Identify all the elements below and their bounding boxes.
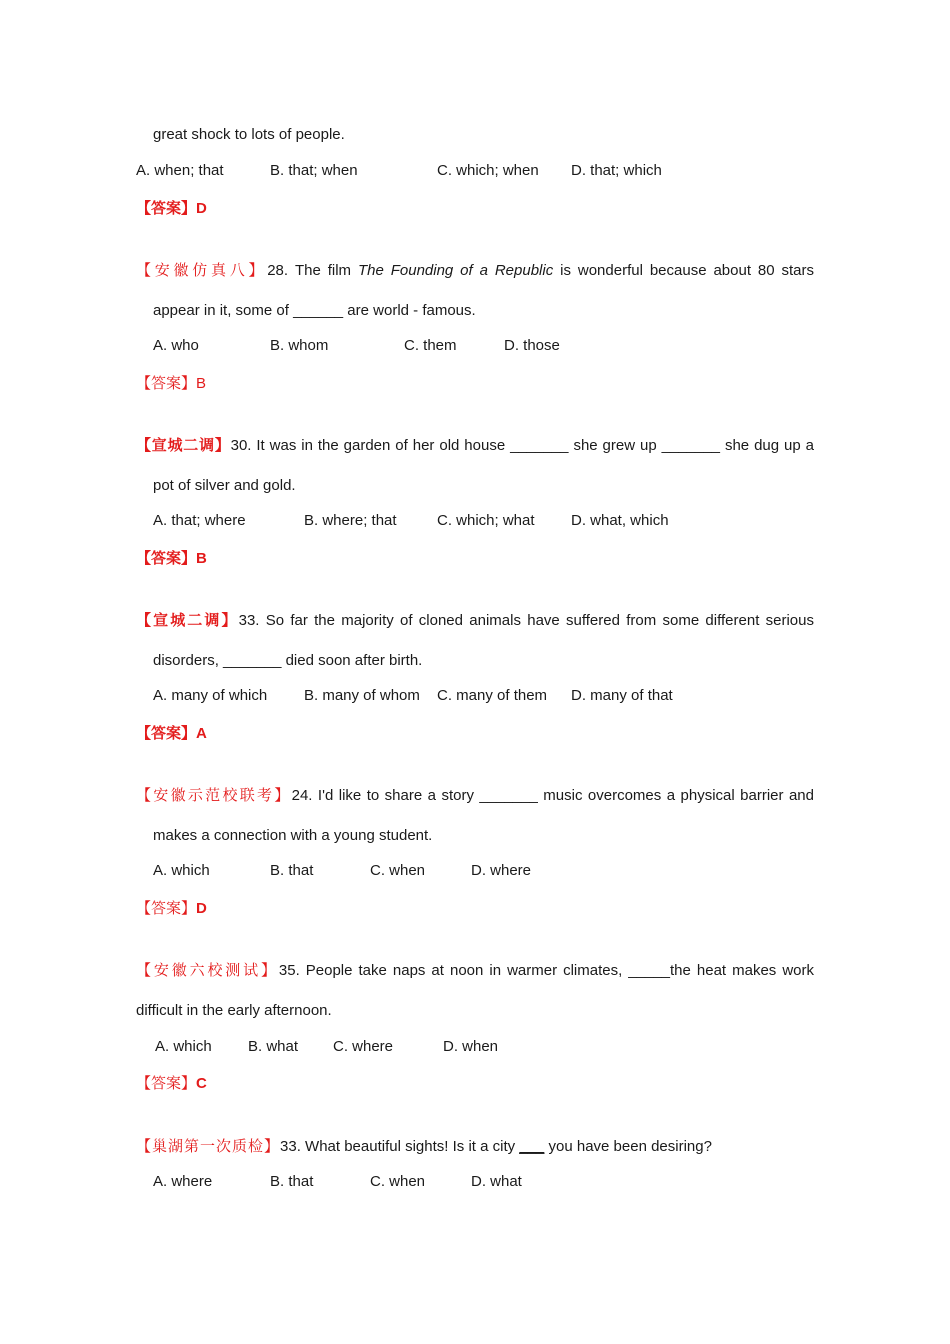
option-b: B. that	[270, 862, 314, 879]
option-a: A. who	[153, 337, 199, 354]
option-b: B. many of whom	[304, 687, 420, 704]
option-d: D. what	[471, 1173, 522, 1190]
question-source: 【安徽示范校联考】	[136, 786, 292, 804]
answer-label: 【答案】	[136, 1074, 197, 1092]
answer-value: D	[196, 900, 207, 917]
answer-line	[136, 198, 207, 219]
question-text: 【巢湖第一次质检】33. What beautiful sights! Is it a city ___ you have been desiring?	[136, 1137, 712, 1155]
answer-value: A	[196, 725, 207, 742]
answer-value: C	[196, 1075, 207, 1092]
answer-line	[136, 723, 207, 744]
option-d: D. many of that	[571, 687, 673, 704]
question-line: appear in it, some of ______ are world - famous.	[153, 302, 476, 319]
question-text: 【安徽六校测试】35. People take naps at noon in warmer climates, _____the heat makes work	[136, 961, 814, 979]
answer-value: B	[196, 550, 207, 567]
option-b: B. that; when	[270, 162, 358, 179]
answer-label: 【答案】	[136, 899, 197, 917]
answer-label: 【答案】	[136, 374, 197, 392]
option-b: B. what	[248, 1038, 299, 1055]
answer-value: D	[196, 200, 207, 217]
option-d: D. when	[443, 1038, 499, 1055]
question-line: great shock to lots of people.	[153, 126, 345, 143]
option-a: A. where	[153, 1173, 213, 1190]
option-c: C. many of them	[437, 687, 548, 704]
question-line: pot of silver and gold.	[153, 477, 296, 494]
question-source: 【宣城二调】	[136, 611, 239, 629]
option-b: B. where; that	[304, 512, 397, 529]
option-c: C. when	[370, 1173, 426, 1190]
question-text: 【宣城二调】33. So far the majority of cloned animals have suffered from some different serious	[136, 611, 814, 629]
option-c: C. which; when	[437, 162, 539, 179]
option-a: A. that; where	[153, 512, 246, 529]
question-text: 【宣城二调】30. It was in the garden of her old house _______ she grew up _______ she dug up a	[136, 436, 814, 454]
option-d: D. that; which	[571, 162, 662, 179]
blank: ___	[519, 1138, 545, 1155]
question-text	[153, 125, 814, 145]
option-c: C. them	[404, 337, 457, 354]
question-line: difficult in the early afternoon.	[136, 1002, 332, 1019]
option-c: C. which; what	[437, 512, 535, 529]
option-c: C. where	[333, 1038, 394, 1055]
question-source: 【安徽六校测试】	[136, 961, 279, 979]
question-source: 【安徽仿真八】	[136, 261, 268, 279]
option-a: A. many of which	[153, 687, 268, 704]
question-line: disorders, _______ died soon after birth.	[153, 652, 423, 669]
option-a: A. which	[155, 1038, 212, 1055]
option-b: B. whom	[270, 337, 329, 354]
answer-label: 【答案】	[136, 724, 197, 742]
answer-line	[136, 373, 206, 394]
film-title: The Founding of a Republic	[357, 262, 554, 279]
option-b: B. that	[270, 1173, 314, 1190]
question-text: 【安徽示范校联考】24. I'd like to share a story _______ music overcomes a physical barrier and	[136, 786, 814, 804]
option-d: D. where	[471, 862, 532, 879]
option-a: A. which	[153, 862, 210, 879]
question-source: 【宣城二调】	[136, 436, 231, 454]
answer-value: B	[196, 375, 207, 392]
answer-line	[136, 548, 207, 569]
question-text: 【安徽仿真八】28. The film The Founding of a Republic is wonderful because about 80 stars	[136, 261, 814, 279]
answer-line	[136, 1073, 207, 1094]
option-a: A. when; that	[136, 162, 224, 179]
answer-label: 【答案】	[136, 549, 197, 567]
question-line: makes a connection with a young student.	[153, 827, 433, 844]
answer-line	[136, 898, 207, 919]
answer-label: 【答案】	[136, 199, 197, 217]
question-source: 【巢湖第一次质检】	[136, 1137, 281, 1155]
option-c: C. when	[370, 862, 426, 879]
option-d: D. those	[504, 337, 560, 354]
option-d: D. what, which	[571, 512, 669, 529]
